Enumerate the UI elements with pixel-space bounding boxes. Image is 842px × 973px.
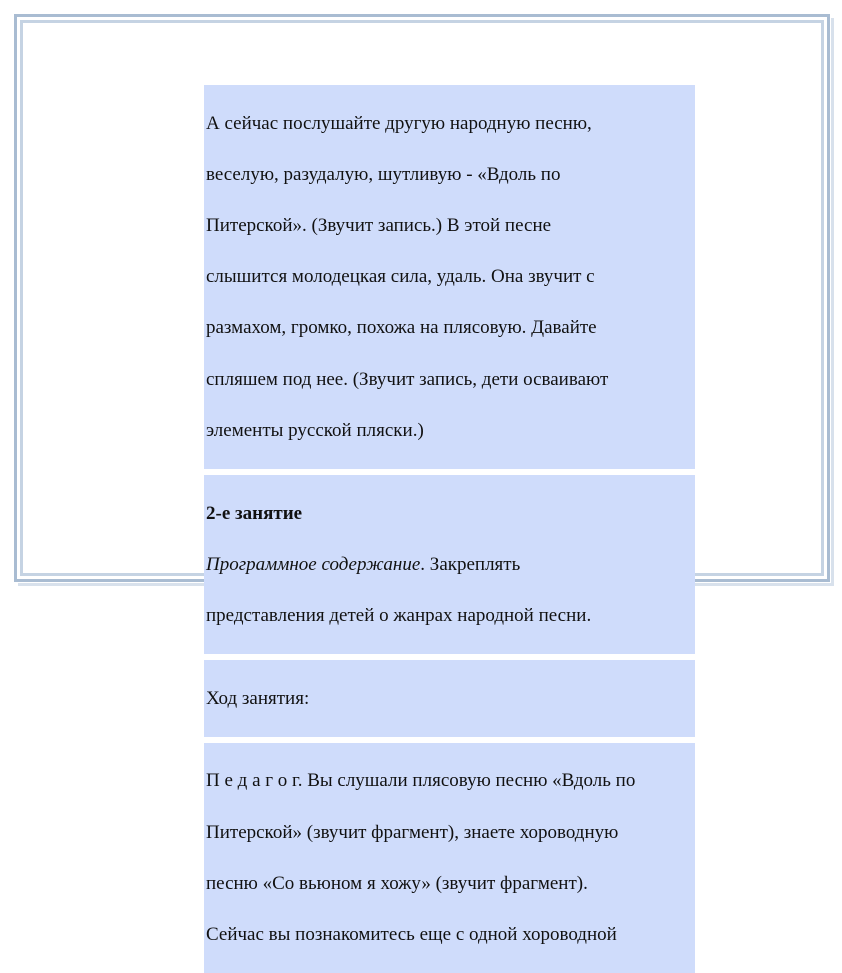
program-label: Программное содержание <box>206 553 421 575</box>
text-line: слышится молодецкая сила, удаль. Она звучит с <box>206 266 595 288</box>
text-line: веселую, разудалую, шутливую - «Вдоль по <box>206 163 561 185</box>
paragraph-teacher <box>204 743 695 973</box>
course-label: Ход занятия: <box>206 687 310 709</box>
lesson-heading: 2-е занятие <box>206 502 303 524</box>
text-line: спляшем под нее. (Звучит запись, дети осваивают <box>206 368 609 390</box>
paragraph-intro <box>204 85 695 469</box>
text-line: Питерской». (Звучит запись.) В этой песне <box>206 214 552 236</box>
program-text: . Закреплять <box>420 553 521 575</box>
text-line: элементы русской пляски.) <box>206 419 424 441</box>
text-line: Питерской» (звучит фрагмент), знаете хороводную <box>206 821 619 843</box>
text-line: Сейчас вы познакомитесь еще с одной хороводной <box>206 924 617 945</box>
text-line: П е д а г о г. Вы слушали плясовую песню «Вдоль по <box>206 770 636 792</box>
paragraph-lesson <box>204 475 695 654</box>
text-line: песню «Со вьюном я хожу» (звучит фрагмент). <box>206 872 588 894</box>
paragraph-course <box>204 660 695 737</box>
text-line: размахом, громко, похожа на плясовую. Давайте <box>206 317 597 339</box>
text-line: представления детей о жанрах народной песни. <box>206 604 592 626</box>
text-line <box>206 552 693 578</box>
text-line: А сейчас послушайте другую народную песню, <box>206 112 592 134</box>
text-block <box>204 85 695 973</box>
